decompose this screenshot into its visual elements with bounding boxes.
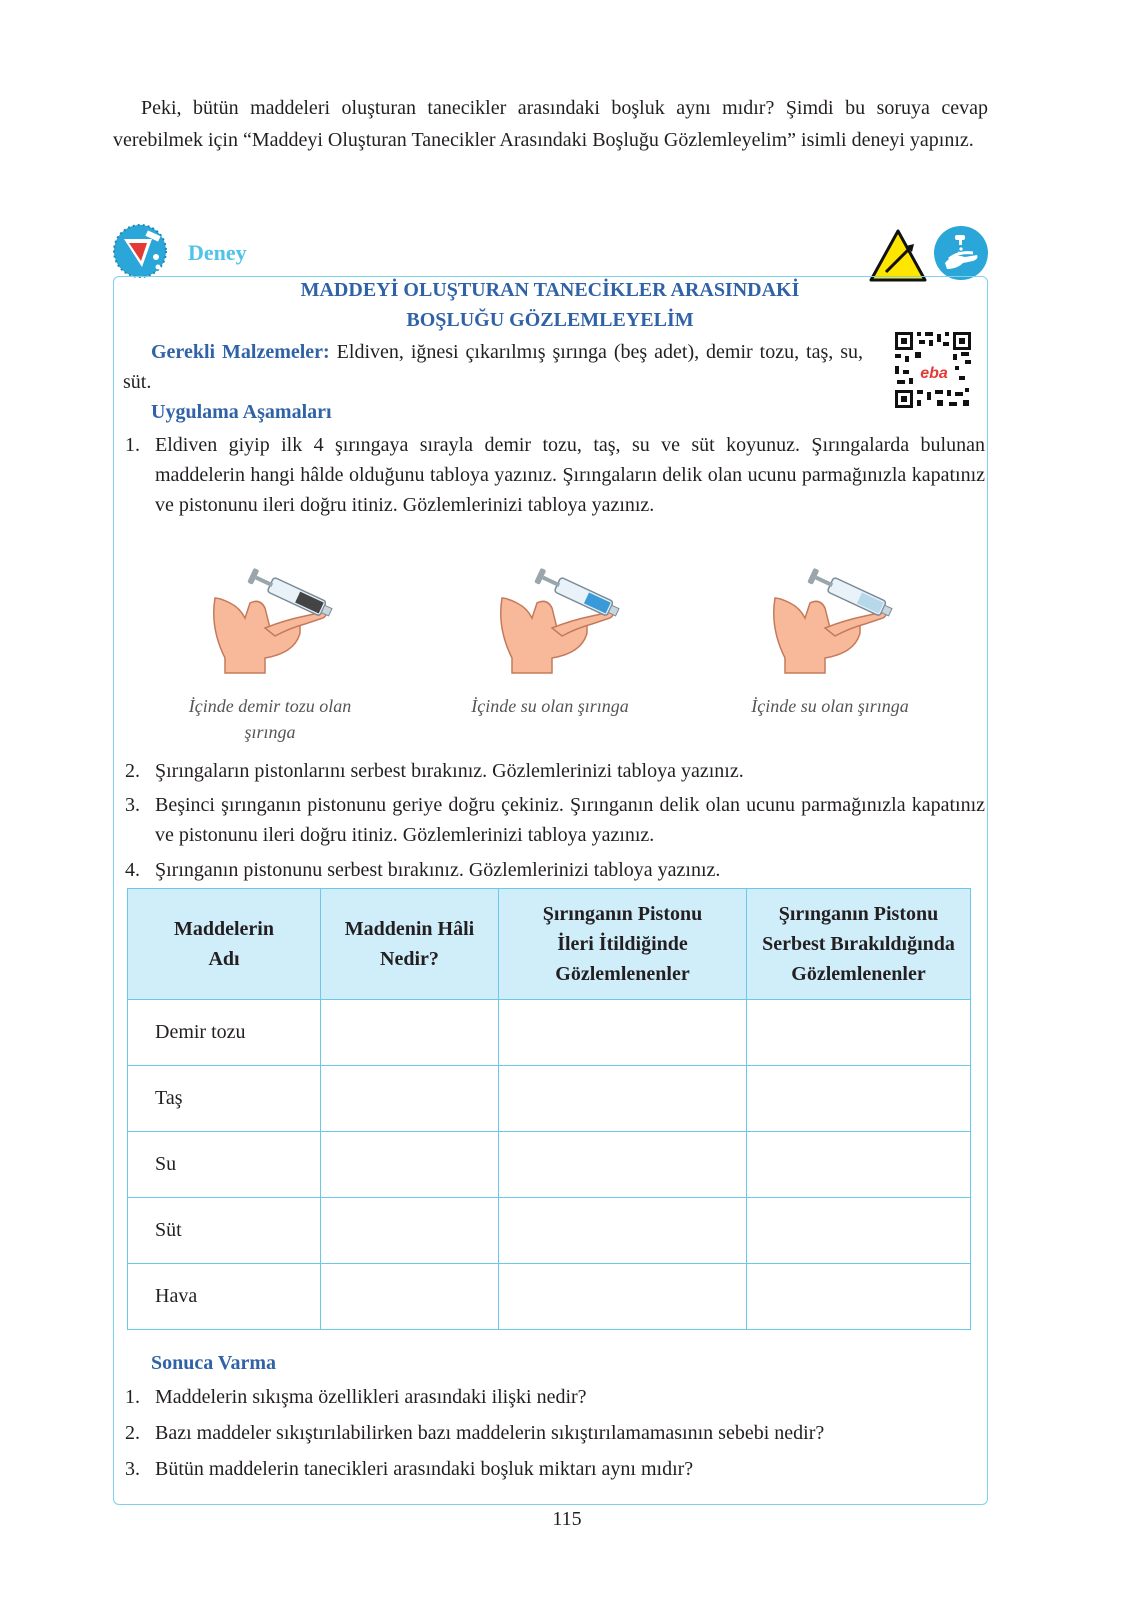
image-caption-1: İçinde demir tozu olan şırınga — [188, 696, 352, 742]
table-row — [128, 1264, 971, 1330]
header-pushed: Şırınganın Pistonu İleri İtildiğinde Gözlemlenenler — [499, 889, 747, 1000]
header-released: Şırınganın Pistonu Serbest Bırakıldığında Gözlemlenenler — [747, 889, 971, 1000]
section-label: Deney — [188, 240, 247, 265]
intro-paragraph: Peki, bütün maddeleri oluşturan tanecikler arasındaki boşluk aynı mıdır? Şimdi bu soruya cevap verebilmek için “Maddeyi Oluşturan Tanecikler Arasındaki Boşluğu Gözlemleyelim” isimli deneyi yapınız. — [113, 97, 988, 151]
table-cell[interactable] — [321, 1000, 499, 1066]
warning-icon — [868, 228, 928, 283]
syringe-iron-illustration — [205, 558, 365, 678]
row-label: Taş — [128, 1066, 321, 1132]
table-cell[interactable] — [321, 1066, 499, 1132]
qr-code[interactable] — [893, 330, 973, 410]
table-row — [128, 1066, 971, 1132]
table-cell[interactable] — [321, 1264, 499, 1330]
header-state: Maddenin Hâli Nedir? — [321, 889, 499, 1000]
image-caption-3: İçinde su olan şırınga — [751, 696, 909, 716]
image-caption-2: İçinde su olan şırınga — [471, 696, 629, 716]
table-row — [128, 1198, 971, 1264]
row-label: Hava — [128, 1264, 321, 1330]
table-cell[interactable] — [321, 1198, 499, 1264]
step-2: 2. Şırıngaların pistonlarını serbest bırakınız. Gözlemlerinizi tabloya yazınız. — [125, 760, 744, 782]
table-cell[interactable] — [747, 1198, 971, 1264]
hand-wash-icon — [933, 225, 989, 281]
row-label: Demir tozu — [128, 1000, 321, 1066]
step-4: 4. Şırınganın pistonunu serbest bırakınız. Gözlemlerinizi tabloya yazınız. — [125, 859, 721, 881]
table-cell[interactable] — [747, 1000, 971, 1066]
experiment-title-line1: MADDEYİ OLUŞTURAN TANECİKLER ARASINDAKİ — [300, 279, 800, 301]
table-cell[interactable] — [321, 1132, 499, 1198]
table-cell[interactable] — [747, 1066, 971, 1132]
observation-table — [127, 888, 971, 1330]
table-row — [128, 1132, 971, 1198]
table-cell[interactable] — [499, 1132, 747, 1198]
step-1: 1. Eldiven giyip ilk 4 şırıngaya sırayla demir tozu, taş, su ve süt koyunuz. Şırıngalarda bulunan maddelerin hangi hâlde olduğunu tabloya yazınız. Şırıngaların delik olan ucunu parmağınızla kapatınız ve pistonunu ileri doğru itiniz. Gözlemlerinizi tabloya yazınız. — [125, 434, 985, 516]
experiment-title-line2: BOŞLUĞU GÖZLEMLEYELİM — [406, 309, 694, 331]
steps-heading: Uygulama Aşamaları — [151, 401, 332, 423]
materials-label: Gerekli Malzemeler: — [151, 341, 330, 363]
conclusion-item-1: 1. Maddelerin sıkışma özellikleri arasındaki ilişki nedir? — [125, 1386, 587, 1408]
table-cell[interactable] — [499, 1066, 747, 1132]
table-cell[interactable] — [747, 1132, 971, 1198]
row-label: Su — [128, 1132, 321, 1198]
experiment-icon — [112, 223, 168, 279]
table-row — [128, 1000, 971, 1066]
table-cell[interactable] — [747, 1264, 971, 1330]
conclusion-item-3: 3. Bütün maddelerin tanecikleri arasındaki boşluk miktarı aynı mıdır? — [125, 1458, 694, 1480]
step-3: 3. Beşinci şırınganın pistonunu geriye doğru çekiniz. Şırınganın delik olan ucunu parmağınızla kapatınız ve pistonunu ileri doğru itiniz. Gözlemlerinizi tabloya yazınız. — [125, 794, 985, 846]
materials-paragraph — [123, 337, 863, 397]
table-cell[interactable] — [499, 1000, 747, 1066]
header-substance-name: Maddelerin Adı — [128, 889, 321, 1000]
conclusion-heading: Sonuca Varma — [151, 1352, 277, 1374]
syringe-water-illustration-2 — [765, 558, 925, 678]
table-header-row — [128, 889, 971, 1000]
qr-brand-text: eba — [920, 365, 948, 382]
materials-text: Eldiven, iğnesi çıkarılmış şırınga (beş adet), demir tozu, taş, su, süt. — [123, 341, 863, 393]
table-cell[interactable] — [499, 1264, 747, 1330]
table-cell[interactable] — [499, 1198, 747, 1264]
syringe-water-illustration — [492, 558, 652, 678]
page-number: 115 — [552, 1508, 582, 1530]
conclusion-item-2: 2. Bazı maddeler sıkıştırılabilirken bazı maddelerin sıkıştırılamamasının sebebi nedir? — [125, 1422, 825, 1444]
row-label: Süt — [128, 1198, 321, 1264]
